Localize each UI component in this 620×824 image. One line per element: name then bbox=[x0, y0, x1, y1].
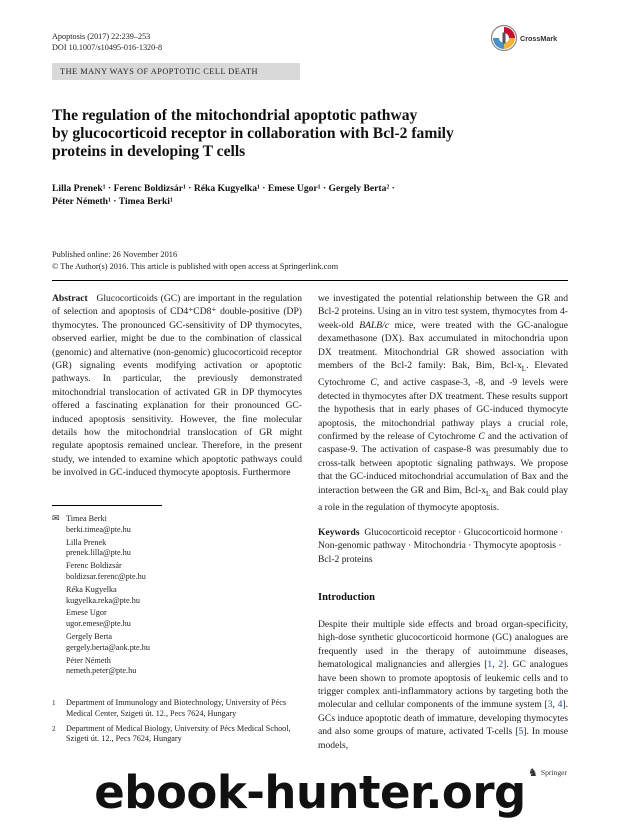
citation-link[interactable]: 2 bbox=[498, 659, 504, 671]
authors-line-2: Péter Németh¹ · Timea Berki¹ bbox=[52, 196, 173, 207]
contact-email[interactable]: prenek.lilla@pte.hu bbox=[66, 548, 131, 558]
contact-item bbox=[52, 608, 150, 630]
contact-email[interactable]: kugyelka.reka@pte.hu bbox=[66, 595, 140, 605]
title-line-2: by glucocorticoid receptor in collaboration with Bcl-2 family bbox=[52, 125, 454, 142]
publisher-name: Springer bbox=[540, 768, 568, 777]
contact-email[interactable]: gergely.berta@aok.pte.hu bbox=[66, 642, 150, 652]
contact-item bbox=[52, 538, 150, 560]
keywords-label: Keywords bbox=[318, 527, 360, 538]
introduction-text bbox=[318, 618, 568, 752]
intro-text-1: Despite their multiple side effects and broad organ-specificity, high-dose synthetic glucocorticoid hormone (GC) analogues are frequently used in the therapy of autoimmune diseases, hematological malignancies and allergies [ bbox=[318, 619, 568, 671]
abstract-text: Glucocorticoids (GC) are important in the regulation of selection and apoptosis of CD4⁺CD8⁺ double-positive (DP) thymocytes. The pronounced GC-sensitivity of DP thymocytes, observed earlier, might be due to the combination of classical (genomic) and alternative (non-genomic) glucocorticoid receptor (GR) signaling events modifying activation or apoptotic pathways. In particular, the previously demonstrated mitochondrial translocation of activated GR in DP thymocytes offered a fascinating explanation for their pronounced GC-induced apoptosis sensitivity. However, the fine molecular details how the mitochondrial translocation of GR might regulate apoptosis remained unclear. Therefore, in the present study, we intended to examine which apoptotic pathways could be involved in GC-induced thymocyte apoptosis. Furthermore bbox=[52, 293, 302, 479]
affiliation-text: Department of Immunology and Biotechnology, University of Pécs Medical Center, Szigeti út. 12., Pecs 7624, Hungary bbox=[66, 698, 287, 718]
abstract-left bbox=[52, 292, 302, 480]
abstract-right bbox=[318, 292, 568, 514]
intro-sep: , bbox=[552, 699, 558, 711]
contact-email[interactable]: nemeth.peter@pte.hu bbox=[66, 666, 137, 676]
crossmark-label: CrossMark bbox=[520, 33, 558, 43]
affiliation-item bbox=[52, 724, 292, 746]
contact-item bbox=[52, 513, 150, 536]
watermark: ebook-hunter.org bbox=[94, 766, 526, 819]
abstract-cont-b: mice, were treated with the GC-analogue dexamethasone (DX). Bax accumulated in mitochondria upon DX treatment. Mitochondrial GR showed association with members of the Bcl-2 family: Bak, Bim, Bcl-x bbox=[318, 319, 568, 372]
contact-name: Emese Ugor bbox=[66, 608, 107, 618]
contact-item bbox=[52, 656, 150, 678]
crossmark-badge[interactable] bbox=[490, 24, 557, 52]
title-line-3: proteins in developing T cells bbox=[52, 143, 246, 160]
abstract-label: Abstract bbox=[52, 293, 88, 304]
contact-email[interactable]: ugor.emese@pte.hu bbox=[66, 619, 131, 629]
citation-link[interactable]: 1 bbox=[487, 659, 493, 671]
abstract-cont-italic2: C bbox=[370, 377, 377, 389]
doi[interactable]: DOI 10.1007/s10495-016-1320-8 bbox=[52, 43, 163, 52]
contact-item bbox=[52, 561, 150, 583]
authors-line-1: Lilla Prenek¹ · Ferenc Boldizsár¹ · Réka Kugyelka¹ · Emese Ugor¹ · Gergely Berta² · bbox=[52, 183, 395, 194]
citation-link[interactable]: 4 bbox=[557, 699, 563, 711]
citation-link[interactable]: 5 bbox=[518, 726, 524, 738]
contact-email[interactable]: boldizsar.ferenc@pte.hu bbox=[66, 571, 146, 581]
affiliation-item bbox=[52, 698, 292, 720]
abstract-cont-a: we investigated the potential relationship between the GR and Bcl-2 proteins. Using an in vitro test system, thymocytes from 4-week-old bbox=[318, 293, 568, 331]
topic-tag: THE MANY WAYS OF APOPTOTIC CELL DEATH bbox=[60, 67, 258, 76]
affiliation-text: Department of Medical Biology, University of Pécs Medical School, Szigeti út. 12., Pecs 7624, Hungary bbox=[66, 723, 291, 744]
intro-text-4: ]. In mouse models, bbox=[318, 726, 568, 751]
contact-email[interactable]: berki.timea@pte.hu bbox=[66, 524, 131, 534]
affiliation-number: 2 bbox=[52, 724, 56, 733]
affiliations bbox=[52, 698, 292, 749]
journal-citation: Apoptosis (2017) 22:239–253 bbox=[52, 32, 151, 41]
mail-icon: ✉ bbox=[52, 513, 60, 523]
publication-info bbox=[52, 249, 338, 272]
intro-sep: , bbox=[492, 659, 499, 671]
published-online: Published online: 26 November 2016 bbox=[52, 250, 178, 259]
abstract-cont-e: and the activation of caspase-9. The activation of caspase-8 was presumably due to cross-talk between apoptotic signaling pathways. We propose that the GC-induced mitochondrial accumulation of Bax and the interaction between the GR and Bim, Bcl-x bbox=[318, 430, 568, 496]
intro-text-3: ]. GCs induce apoptotic death of immature, developing thymocytes and also some groups of mature, activated T-cells [ bbox=[318, 699, 568, 738]
contact-item bbox=[52, 632, 150, 654]
contact-item bbox=[52, 585, 150, 607]
affiliation-number: 1 bbox=[52, 699, 56, 707]
contact-name: Gergely Berta bbox=[66, 631, 112, 641]
header-divider bbox=[52, 280, 568, 281]
contact-name: Réka Kugyelka bbox=[66, 584, 117, 594]
contact-name: Péter Németh bbox=[66, 655, 111, 665]
abstract-cont-strain: BALB/c bbox=[359, 319, 390, 331]
abstract-cont-sub1: L bbox=[521, 364, 527, 373]
keywords bbox=[318, 526, 568, 566]
abstract-cont-sub2: L bbox=[486, 489, 491, 498]
author-list bbox=[52, 182, 572, 208]
contact-name: Lilla Prenek bbox=[66, 537, 107, 547]
abstract-cont-italic3: C bbox=[478, 430, 485, 442]
citation-link[interactable]: 3 bbox=[547, 699, 553, 711]
introduction-heading: Introduction bbox=[318, 592, 375, 603]
title-line-1: The regulation of the mitochondrial apoptotic pathway bbox=[52, 107, 418, 124]
abstract-cont-d: , and active caspase-3, -8, and -9 levels were detected in thymocytes after DX treatment. These results support the hypothesis that in early phases of GC-induced thymocyte apoptosis, the mitochondrial pathway plays a crucial role, confirmed by the release of Cytochrome bbox=[318, 377, 568, 442]
crossmark-icon bbox=[490, 24, 518, 52]
contact-name: Timea Berki bbox=[66, 514, 107, 523]
intro-text-2: ]. GC analogues have been shown to promote apoptosis of leukemic cells and to trigger complex anti-inflammatory actions by targeting both the molecular and cellular components of the immune system [ bbox=[318, 659, 568, 711]
contact-list bbox=[52, 513, 150, 679]
open-access-note: © The Author(s) 2016. This article is published with open access at Springerlink.com bbox=[52, 261, 339, 271]
springer-horse-icon: ♞ bbox=[528, 767, 538, 779]
contact-name: Ferenc Boldizsár bbox=[66, 561, 122, 571]
article-title bbox=[52, 107, 572, 161]
keywords-text: Glucocorticoid receptor · Glucocorticoid hormone · Non-genomic pathway · Mitochondria · Thymocyte apoptosis · Bcl-2 proteins bbox=[318, 527, 564, 565]
footnote-divider bbox=[52, 505, 162, 506]
abstract-cont-f: and Bak could play a role in the regulation of thymocyte apoptosis. bbox=[318, 484, 569, 513]
abstract-cont-c: . Elevated Cytochrome bbox=[318, 360, 568, 389]
